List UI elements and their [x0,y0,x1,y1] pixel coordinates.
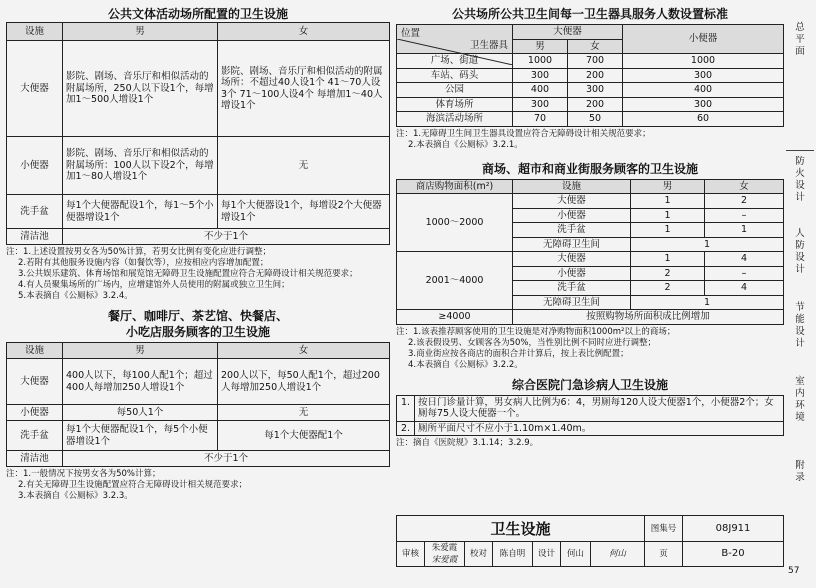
side-char: 设 [795,326,805,337]
side-char: 人 [795,228,805,239]
public-culture-table [6,22,390,245]
note-line: 2.本表摘自《公厕标》3.2.1。 [408,139,523,150]
cell: 无障碍卫生间 [513,237,631,252]
cell: 400 [513,83,568,98]
side-char: 计 [795,264,805,275]
cell: 按日门诊量计算，男女病人比例为6：4，男厕每120人设大便器1个，小便器2个；女厕每75人设大便器一个。 [415,395,784,421]
atlas-label: 图集号 [645,516,683,542]
side-char: 能 [795,314,805,325]
side-char: 内 [795,388,805,399]
cell: 700 [568,54,623,69]
col-header: 商店购物面积(m²) [397,179,513,194]
drawing-title: 卫生设施 [397,516,645,542]
row-label: 小便器 [7,137,63,195]
note-line: 注：1.上述设置按男女各为50%计算，若男女比例有变化应进行调整； [6,247,272,257]
side-char: 平 [795,34,805,45]
checker-name-text: 陈自明 [499,549,526,559]
public-culture-title: 公共文体活动场所配置的卫生设施 [107,7,288,21]
row-label: 清洁池 [7,229,63,245]
design-label: 设计 [533,542,561,567]
cell: 按照购物场所面积成比例增加 [513,310,784,325]
cell: 每1个大便器设1个，每增设2个大便器增设1个 [218,195,390,229]
cell: 无障碍卫生间 [513,295,631,310]
row-label: 大便器 [7,41,63,137]
public-culture-section [6,6,390,502]
cell: 每1个大便器配1个 [218,421,390,451]
col-header: 男 [63,343,218,359]
cell: 4 [705,281,784,296]
cell: – [705,208,784,223]
public-toilet-section [396,6,784,449]
item-number: 2. [397,421,415,436]
note-line: 注：摘自《医院规》3.1.14；3.2.9。 [396,438,539,448]
col-header: 女 [705,179,784,194]
cell: 影院、剧场、音乐厅和相似活动的附属场所，250人以下设1个，每增加1～500人增设1个 [63,41,218,137]
note-line: 注：1.一般情况下按男女各为50%计算； [6,469,161,479]
cell: 大便器 [513,194,631,209]
note-line: 3.公共娱乐建筑、体育场馆和展览馆无障碍卫生设施配置应符合无障碍设计相关规范要求； [18,269,358,279]
cell: 不少于1个 [63,451,390,467]
note-line: 4.有人员聚集场所的广场内，应增建馆外人员使用的附属或独立卫生间； [18,280,290,290]
col-header: 设施 [513,179,631,194]
note-line: 2.该表假设男、女顾客各为50%，当性别比例不同时应进行调整； [408,337,657,348]
side-char: 防 [795,156,805,167]
cell: 大便器 [513,252,631,267]
notes [396,327,784,371]
hospital-table [396,395,784,437]
cell: 每1个大便器配设1个，每5个小便器增设1个 [63,421,218,451]
row-label: 广场、街道 [397,54,513,69]
col-header: 小便器 [623,25,784,54]
restaurant-table [6,342,390,467]
side-char: 计 [795,338,805,349]
cell: 2 [631,266,705,281]
row-label: 车站、码头 [397,68,513,83]
cell: 不少于1个 [63,229,390,245]
side-char: 面 [795,46,805,57]
designer-signature: 何山 [591,542,645,567]
reviewer-name-text: 朱爱霞 [431,543,458,553]
mall-table [396,179,784,325]
note-line: 2.有关无障碍卫生设施配置应符合无障碍设计相关规范要求； [18,480,248,490]
note-line: 3.商业街应按各商店的面积合并计算后，按上表比例配置； [408,348,629,359]
side-char: 节 [795,302,805,313]
public-toilet-title: 公共场所公共卫生间每一卫生器具服务人数设置标准 [451,7,728,21]
cell: 每50人1个 [63,405,218,421]
cell: 1 [631,223,705,238]
cell: 70 [513,112,568,127]
side-char: 设 [795,180,805,191]
cell: 4 [705,252,784,267]
cell: 厕所平面尺寸不应小于1.10m×1.40m。 [415,421,784,436]
diagonal-header [397,25,513,54]
header-fixture: 卫生器具 [469,40,508,51]
cell: 300 [623,68,784,83]
cell: 200人以下，每50人配1个，超过200人每增加250人增设1个 [218,359,390,405]
side-char: 环 [795,400,805,411]
row-label: 洗手盆 [7,421,63,451]
item-number: 1. [397,395,415,421]
notes [396,129,784,151]
page-number: 57 [788,566,800,576]
cell: 无 [218,405,390,421]
side-tab-appendix [789,460,811,484]
side-tab-energy [789,302,811,350]
side-char: 录 [795,472,805,483]
cell: 1000 [513,54,568,69]
designer-name: 何山 [561,542,591,567]
notes [6,247,390,302]
col-header: 女 [218,343,390,359]
hospital-title: 综合医院门急诊病人卫生设施 [511,377,668,392]
cell: 1 [631,295,784,310]
note-line: 3.本表摘自《公厕标》3.2.3。 [18,491,133,501]
note-line: 注：1.该表推荐顾客使用的卫生设施是对净购物面积1000m²以上的商场； [396,326,676,337]
atlas-number: 08J911 [683,516,784,542]
cell: 影院、剧场、音乐厅和相似活动的附属场所：100人以下设2个，每增加1～80人增设1个 [63,137,218,195]
mall-title: 商场、超市和商业街服务顾客的卫生设施 [481,161,698,176]
cell: 每1个大便器配设1个，每1～5个小便器增设1个 [63,195,218,229]
note-line: 5.本表摘自《公厕标》3.2.4。 [18,291,133,301]
cell: 1 [631,208,705,223]
col-header: 设施 [7,23,63,41]
review-label: 审核 [397,542,425,567]
cell: – [705,266,784,281]
side-char: 室 [795,376,805,387]
col-header: 大便器 [513,25,623,40]
side-char: 火 [795,168,805,179]
side-char: 防 [795,240,805,251]
cell: 1 [631,252,705,267]
cell: 1000 [623,54,784,69]
page-label: 页 [645,542,683,567]
row-label: 大便器 [7,359,63,405]
page-code: B-20 [683,542,784,567]
col-header: 男 [513,39,568,54]
side-tab-fire [789,156,811,204]
cell: 1 [631,237,784,252]
checker-name [493,542,533,567]
side-char: 附 [795,460,805,471]
side-tab-site-plan [789,22,811,58]
side-tab-interior [789,376,811,424]
cell: 影院、剧场、音乐厅和相似活动的附属场所：不超过40人设1个 41～70人设3个 71～100人设4个 每增加1～40人增设1个 [218,41,390,137]
cell: 50 [568,112,623,127]
cell: 洗手盆 [513,281,631,296]
col-header: 男 [63,23,218,41]
col-header: 男 [631,179,705,194]
side-divider [786,150,814,151]
row-label: 小便器 [7,405,63,421]
row-label: 清洁池 [7,451,63,467]
check-label: 校对 [465,542,493,567]
cell: 200 [568,97,623,112]
area-cell: 2001～4000 [397,252,513,310]
restaurant-title-2: 小吃店服务顾客的卫生设施 [125,325,270,339]
note-line: 2.若附有其他服务设施内容（如餐饮等），应按相应内容增加配置； [18,258,269,268]
reviewer-signature: 宋爱霞 [431,555,458,565]
reviewer-name [425,542,465,567]
cell: 小便器 [513,208,631,223]
cell: 300 [568,83,623,98]
row-label: 海滨活动场所 [397,112,513,127]
cell: 2 [705,194,784,209]
cell: 300 [513,97,568,112]
side-char: 计 [795,192,805,203]
area-cell: 1000～2000 [397,194,513,252]
side-char: 设 [795,252,805,263]
note-line: 注：1.无障碍卫生间卫生器具设置应符合无障碍设计相关规范要求； [396,128,651,139]
title-block-table [396,515,784,567]
cell: 400人以下，每100人配1个；超过400人每增加250人增设1个 [63,359,218,405]
header-location: 位置 [401,27,421,39]
notes [6,469,390,502]
col-header: 女 [218,23,390,41]
restaurant-title: 餐厅、咖啡厅、茶艺馆、快餐店、 [107,309,288,323]
col-header: 女 [568,39,623,54]
row-label: 体育场所 [397,97,513,112]
cell: 300 [513,68,568,83]
cell: 200 [568,68,623,83]
cell: 60 [623,112,784,127]
row-label: 公园 [397,83,513,98]
col-header: 设施 [7,343,63,359]
cell: 2 [631,281,705,296]
side-char: 总 [795,22,805,33]
area-cell: ≥4000 [397,310,513,325]
cell: 无 [218,137,390,195]
cell: 洗手盆 [513,223,631,238]
side-char: 境 [795,412,805,423]
cell: 1 [631,194,705,209]
cell: 小便器 [513,266,631,281]
title-block [396,515,784,567]
cell: 400 [623,83,784,98]
row-label: 洗手盆 [7,195,63,229]
cell: 300 [623,97,784,112]
public-toilet-table [396,24,784,127]
cell: 1 [705,223,784,238]
side-tab-civil-defense [789,228,811,276]
note-line: 4.本表摘自《公厕标》3.2.2。 [408,359,523,370]
